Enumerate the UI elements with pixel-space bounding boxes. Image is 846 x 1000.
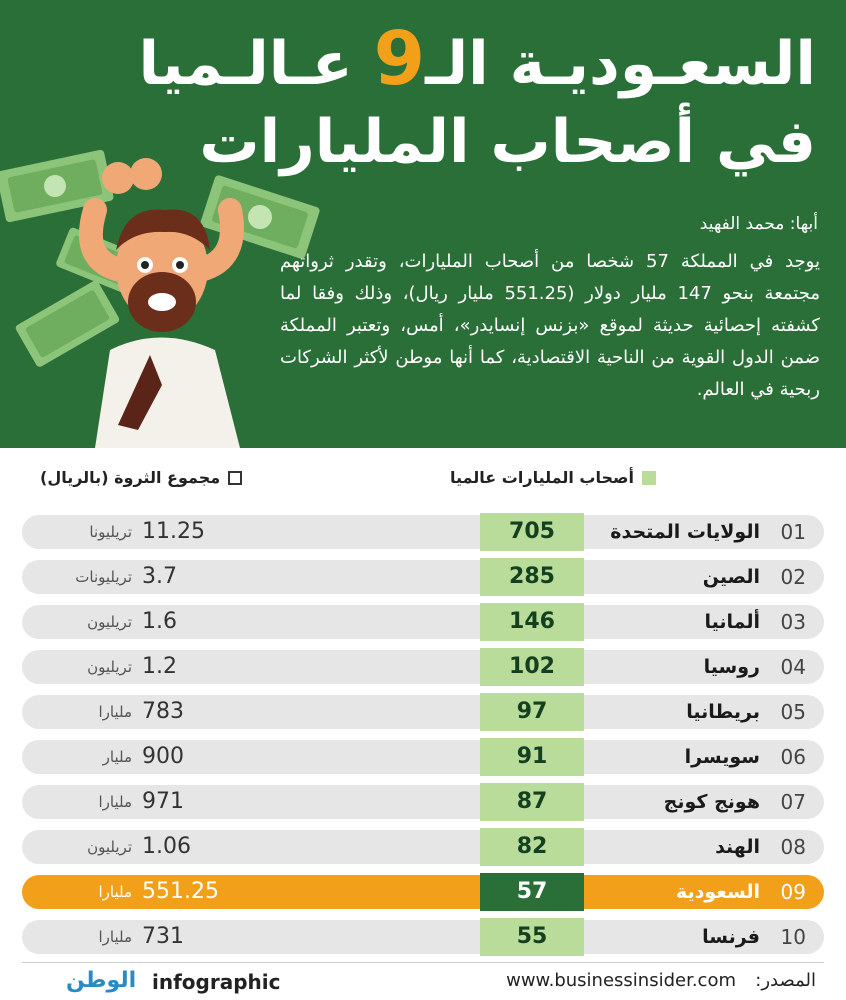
billionaire-count: 57	[480, 873, 584, 911]
rank-cell: 06	[780, 745, 806, 769]
page-title	[138, 16, 816, 102]
source-label: المصدر:	[755, 970, 816, 991]
title-rank-number: 9	[373, 16, 426, 102]
table-row	[22, 605, 824, 639]
wealth-value: 551.25	[142, 879, 219, 904]
country-cell: روسيا	[703, 656, 760, 678]
wealth-value: 1.2	[142, 654, 177, 679]
wealth-unit: مليارا	[98, 928, 132, 946]
rank-cell: 03	[780, 610, 806, 634]
wealth-unit: مليارا	[98, 703, 132, 721]
rank-cell: 01	[780, 520, 806, 544]
billionaire-count: 82	[480, 828, 584, 866]
country-cell: ألمانيا	[704, 611, 760, 633]
rank-cell: 08	[780, 835, 806, 859]
brand-logo: الوطن	[66, 968, 137, 993]
billionaire-count: 91	[480, 738, 584, 776]
wealth-unit: تريليون	[87, 613, 132, 631]
infographic-label: infographic	[152, 970, 281, 994]
wealth-unit: مليار	[102, 748, 132, 766]
table-row	[22, 875, 824, 909]
rank-cell: 09	[780, 880, 806, 904]
wealth-value: 3.7	[142, 564, 177, 589]
country-cell: الولايات المتحدة	[610, 521, 760, 543]
source-link[interactable]: www.businessinsider.com	[506, 970, 736, 991]
wealth-value: 971	[142, 789, 184, 814]
legend-swatch-empty	[228, 471, 242, 485]
title-text-a: السعـوديـة الـ	[425, 29, 816, 99]
country-cell: سويسرا	[684, 746, 760, 768]
table-row	[22, 920, 824, 954]
table-row	[22, 560, 824, 594]
rank-cell: 05	[780, 700, 806, 724]
billionaire-count: 55	[480, 918, 584, 956]
billionaire-count: 97	[480, 693, 584, 731]
footer-divider	[22, 962, 824, 963]
country-cell: هونج كونج	[663, 791, 760, 813]
billionaire-count: 146	[480, 603, 584, 641]
title-text-b: عـالـميا	[138, 29, 374, 99]
wealth-unit: تريليون	[87, 838, 132, 856]
rank-cell: 10	[780, 925, 806, 949]
table-row	[22, 740, 824, 774]
rank-cell: 04	[780, 655, 806, 679]
country-cell: فرنسا	[702, 926, 760, 948]
table-row	[22, 650, 824, 684]
article-body: يوجد في المملكة 57 شخصا من أصحاب المليارات، وتقدر ثرواتهم مجتمعة بنحو 147 مليار دولار (551.25 مليار ريال)، وذلك وفقا لما كشفته إحصائية حديثة لموقع «بزنس إنسايدر»، أمس، وتعتبر المملكة ضمن الدول القوية من الناحية الاقتصادية، كما أنها موطن لأكثر الشركات ربحية في العالم.	[280, 251, 820, 400]
wealth-unit: تريليون	[87, 658, 132, 676]
wealth-value: 1.06	[142, 834, 191, 859]
country-cell: بريطانيا	[686, 701, 760, 723]
billionaire-count: 285	[480, 558, 584, 596]
table-row	[22, 785, 824, 819]
wealth-value: 11.25	[142, 519, 205, 544]
wealth-unit: تريليونات	[75, 568, 132, 586]
billionaire-count: 705	[480, 513, 584, 551]
billionaire-count: 102	[480, 648, 584, 686]
billionaire-count: 87	[480, 783, 584, 821]
table-row	[22, 830, 824, 864]
legend-swatch-filled	[642, 471, 656, 485]
wealth-unit: تريليونا	[89, 523, 132, 541]
wealth-value: 783	[142, 699, 184, 724]
wealth-unit: مليارا	[98, 883, 132, 901]
banknote-icon	[14, 279, 120, 368]
country-cell: الصين	[702, 566, 760, 588]
legend-wealth	[40, 468, 242, 487]
hero-banner	[0, 0, 846, 448]
rank-cell: 07	[780, 790, 806, 814]
wealth-unit: مليارا	[98, 793, 132, 811]
legend-wealth-label: مجموع الثروة (بالريال)	[40, 468, 221, 487]
legend-billionaires-label: أصحاب المليارات عالميا	[450, 468, 634, 487]
country-cell: الهند	[715, 836, 760, 858]
legend-billionaires	[450, 468, 656, 487]
wealth-value: 1.6	[142, 609, 177, 634]
wealth-value: 731	[142, 924, 184, 949]
country-cell: السعودية	[675, 881, 760, 903]
table-row	[22, 695, 824, 729]
rank-cell: 02	[780, 565, 806, 589]
wealth-value: 900	[142, 744, 184, 769]
page-subtitle: في أصحاب المليارات	[199, 107, 816, 177]
table-row	[22, 515, 824, 549]
byline: أبها: محمد الفهيد	[699, 214, 818, 234]
